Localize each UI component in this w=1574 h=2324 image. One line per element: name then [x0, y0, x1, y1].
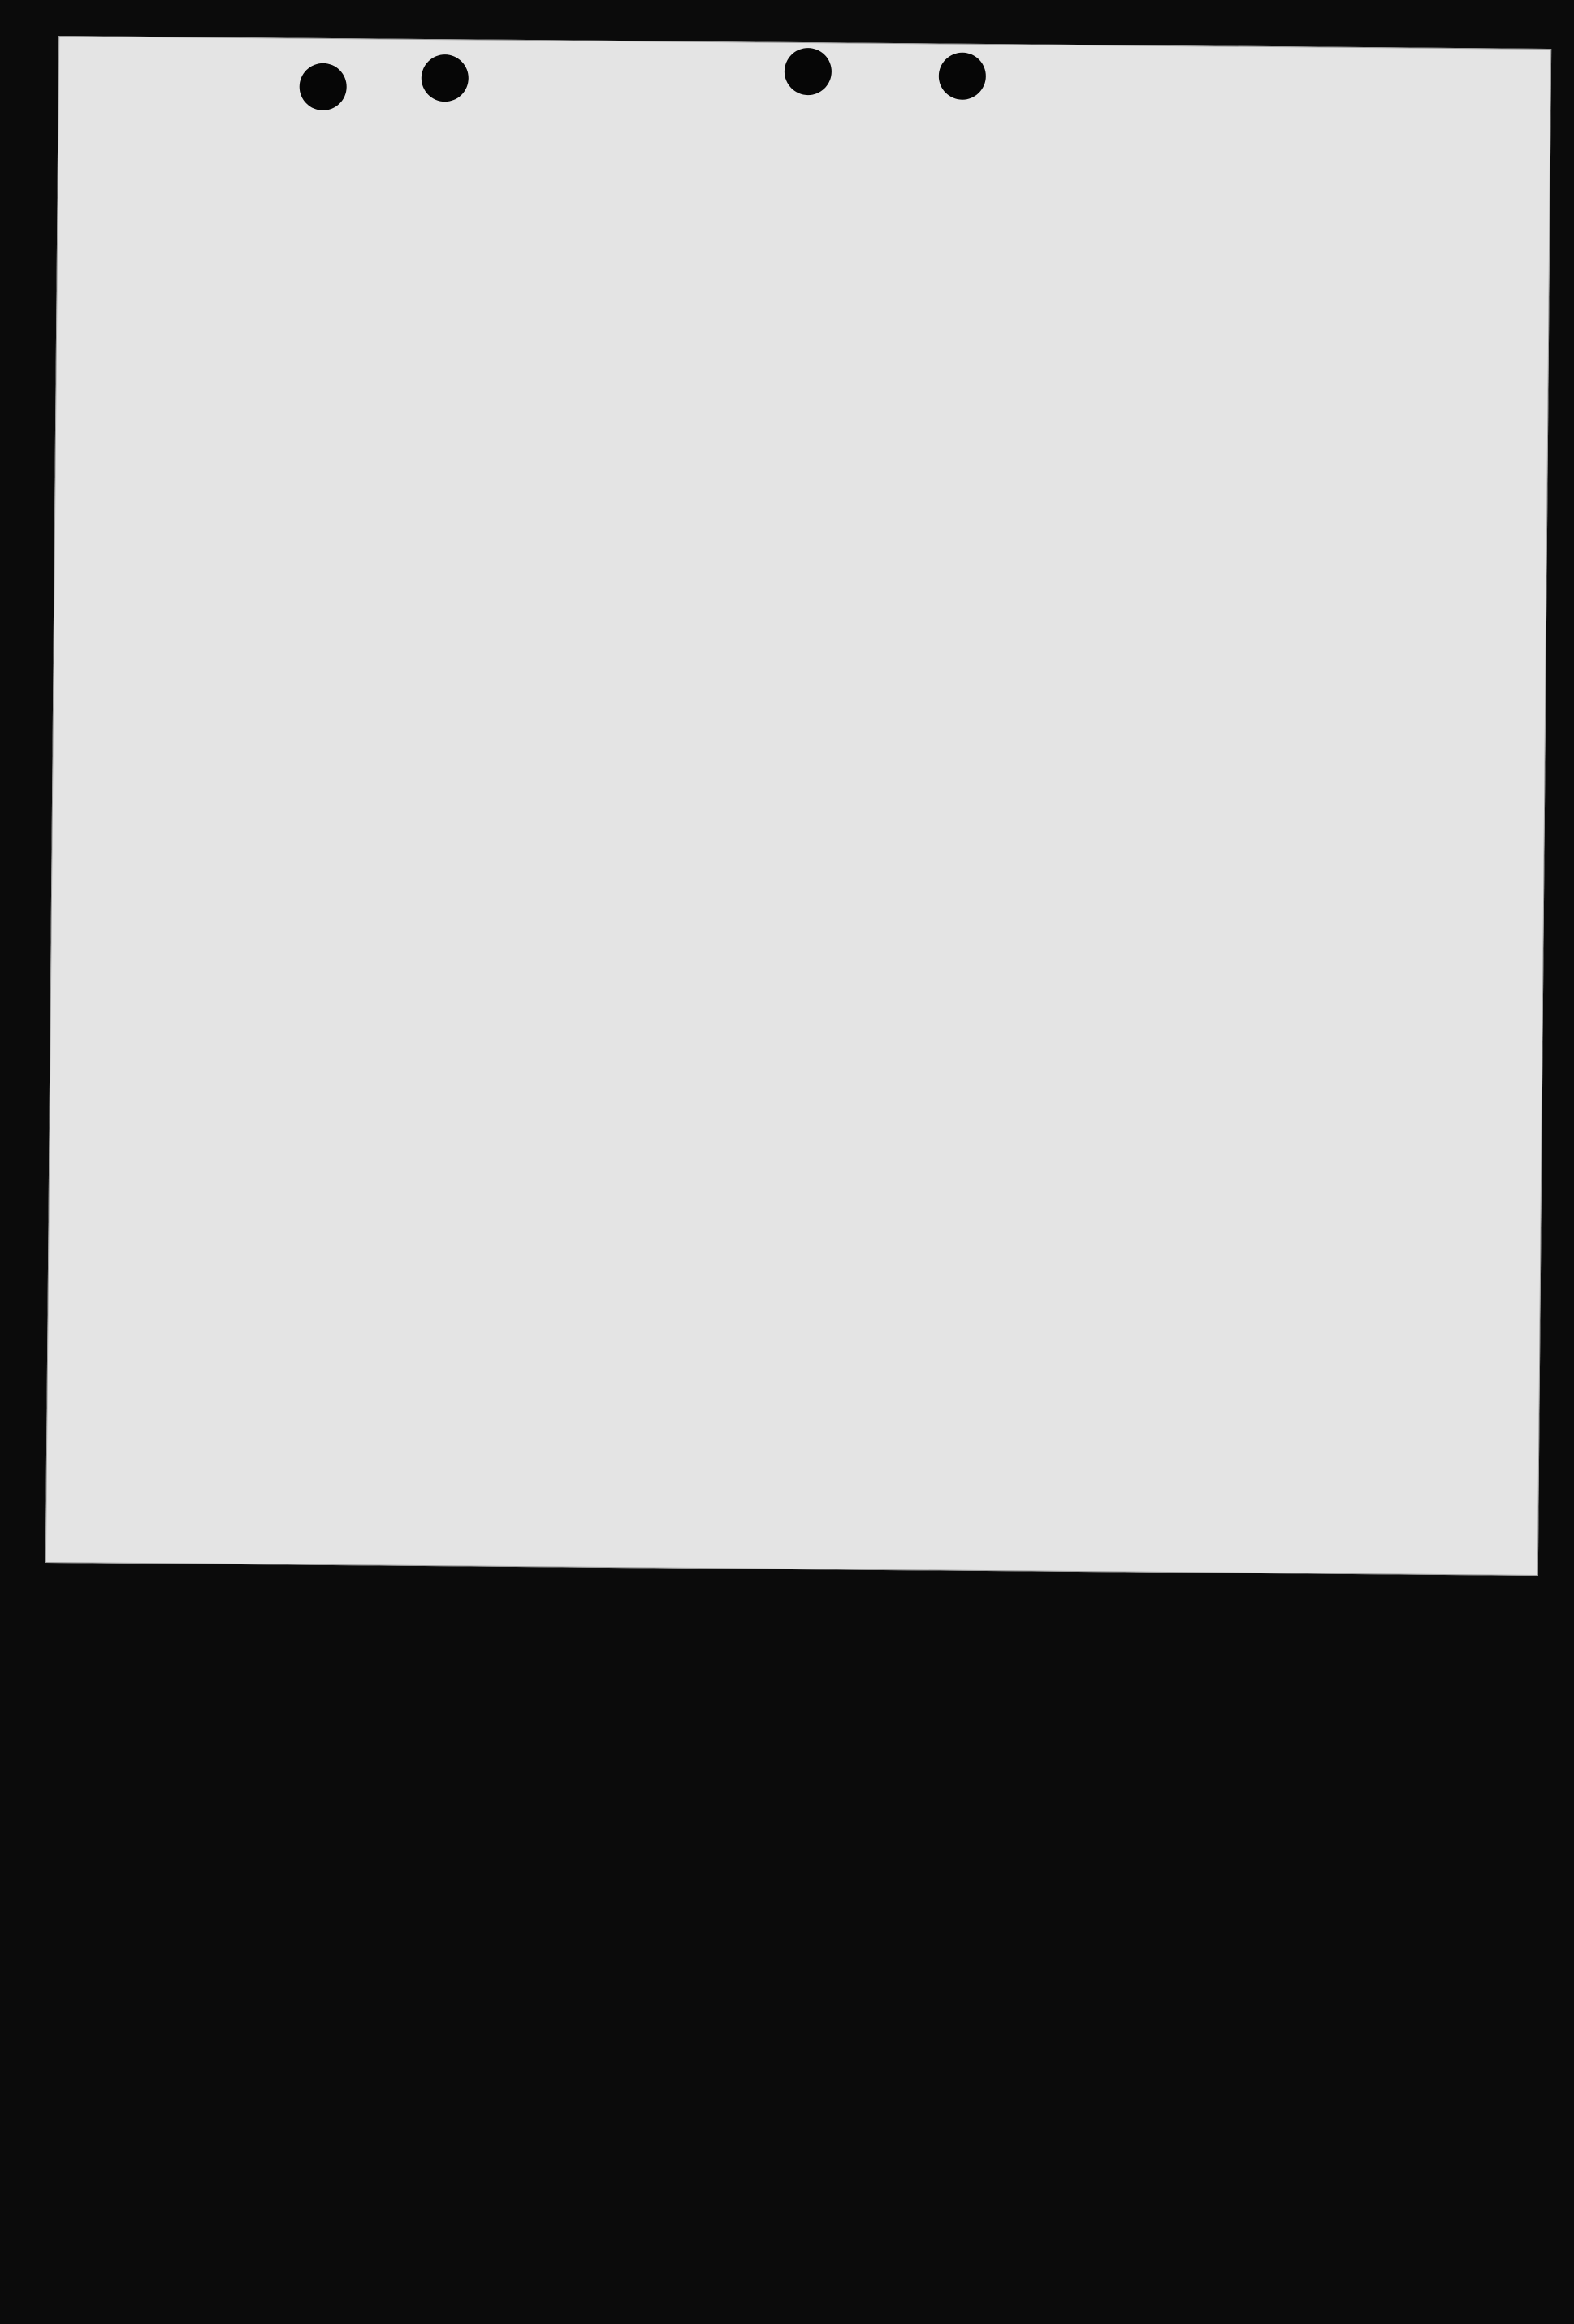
punch-hole	[422, 54, 469, 102]
punch-hole	[299, 63, 347, 111]
punch-hole	[785, 48, 832, 96]
document-sheet	[45, 36, 1551, 1576]
punch-hole	[939, 52, 987, 100]
form-page	[0, 770, 20, 2311]
